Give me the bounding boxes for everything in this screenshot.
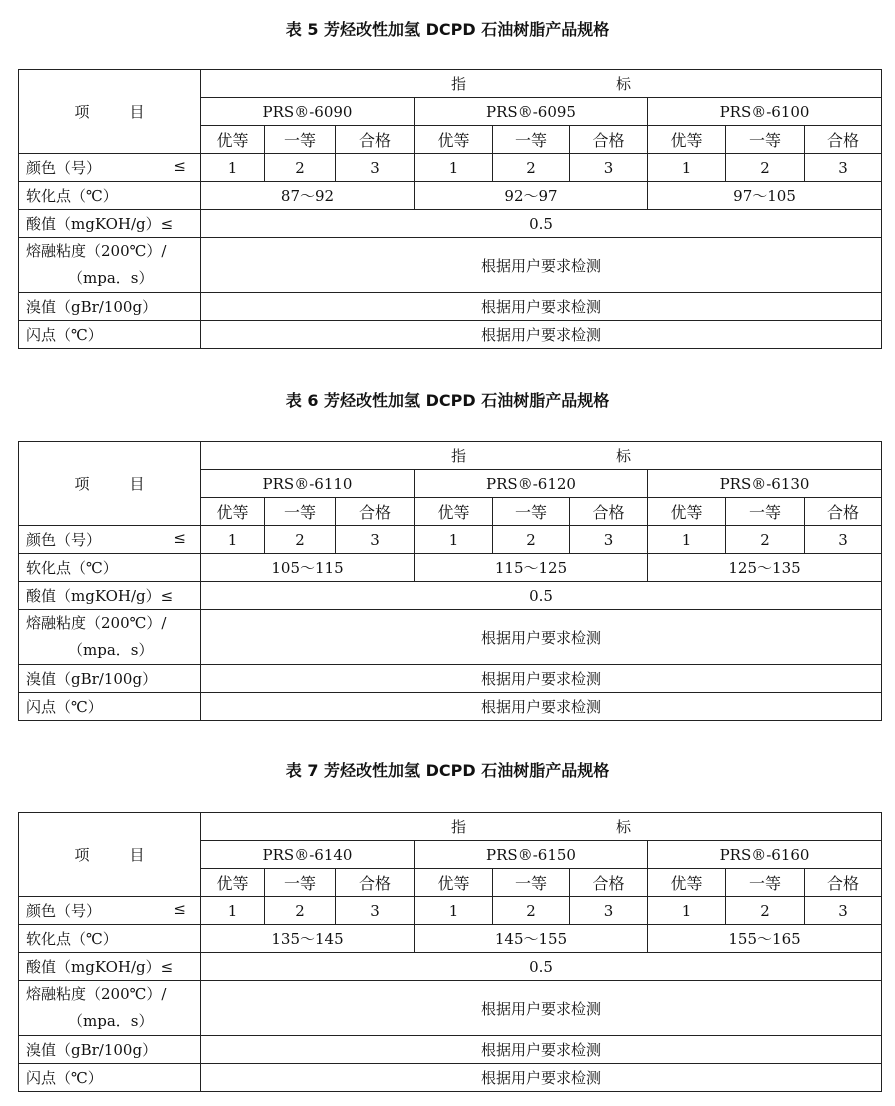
softening-cell: 87～92 xyxy=(201,182,415,210)
row-label-melt-viscosity: 熔融粘度（200℃）/ （mpa．s） xyxy=(19,981,201,1036)
grade-header: 一等 xyxy=(493,869,570,897)
color-cell: 1 xyxy=(648,526,726,554)
color-cell: 1 xyxy=(201,526,265,554)
grade-header: 一等 xyxy=(726,498,805,526)
softening-cell: 115～125 xyxy=(415,554,648,582)
bromine-cell: 根据用户要求检测 xyxy=(201,665,882,693)
softening-cell: 145～155 xyxy=(415,925,648,953)
color-cell: 3 xyxy=(336,526,415,554)
grade-header: 合格 xyxy=(570,869,648,897)
row-label-bromine: 溴值（gBr/100g） xyxy=(19,665,201,693)
color-cell: 1 xyxy=(648,897,726,925)
color-cell: 3 xyxy=(570,154,648,182)
row-label-bromine: 溴值（gBr/100g） xyxy=(19,1036,201,1064)
grade-header: 优等 xyxy=(201,126,265,154)
softening-cell: 92～97 xyxy=(415,182,648,210)
project-header: 项 目 xyxy=(19,442,201,526)
spec-table-5 xyxy=(18,69,882,349)
row-label-acid: 酸值（mgKOH/g）≤ xyxy=(19,582,201,610)
flash-point-cell: 根据用户要求检测 xyxy=(201,321,882,349)
row-label-flash: 闪点（℃） xyxy=(19,321,201,349)
grade-header: 合格 xyxy=(336,498,415,526)
grade-header: 合格 xyxy=(805,498,882,526)
indicator-header: 指 标 xyxy=(201,442,882,470)
product-header: PRS®-6120 xyxy=(415,470,648,498)
row-label-color: 颜色（号） ≤ xyxy=(19,154,201,182)
acid-value-cell: 0.5 xyxy=(201,953,882,981)
grade-header: 一等 xyxy=(493,126,570,154)
grade-header: 一等 xyxy=(265,869,336,897)
grade-header: 合格 xyxy=(570,126,648,154)
acid-value-cell: 0.5 xyxy=(201,582,882,610)
product-header: PRS®-6100 xyxy=(648,98,882,126)
table-5-caption: 表 5 芳烃改性加氢 DCPD 石油树脂产品规格 xyxy=(285,20,610,39)
grade-header: 优等 xyxy=(415,869,493,897)
grade-header: 一等 xyxy=(726,126,805,154)
color-cell: 3 xyxy=(805,897,882,925)
acid-value-cell: 0.5 xyxy=(201,210,882,238)
project-header: 项 目 xyxy=(19,813,201,897)
product-header: PRS®-6110 xyxy=(201,470,415,498)
color-cell: 3 xyxy=(336,897,415,925)
grade-header: 一等 xyxy=(265,498,336,526)
color-cell: 3 xyxy=(336,154,415,182)
indicator-header: 指 标 xyxy=(201,813,882,841)
row-label-softening: 软化点（℃） xyxy=(19,554,201,582)
row-label-softening: 软化点（℃） xyxy=(19,182,201,210)
row-label-acid: 酸值（mgKOH/g）≤ xyxy=(19,953,201,981)
grade-header: 一等 xyxy=(265,126,336,154)
grade-header: 合格 xyxy=(336,869,415,897)
grade-header: 优等 xyxy=(648,869,726,897)
grade-header: 合格 xyxy=(570,498,648,526)
grade-header: 优等 xyxy=(201,498,265,526)
softening-cell: 125～135 xyxy=(648,554,882,582)
row-label-flash: 闪点（℃） xyxy=(19,1064,201,1092)
bromine-cell: 根据用户要求检测 xyxy=(201,1036,882,1064)
grade-header: 优等 xyxy=(648,498,726,526)
softening-cell: 135～145 xyxy=(201,925,415,953)
grade-header: 优等 xyxy=(201,869,265,897)
row-label-color: 颜色（号） ≤ xyxy=(19,897,201,925)
color-cell: 2 xyxy=(726,526,805,554)
spec-table-7 xyxy=(18,812,882,1092)
product-header: PRS®-6095 xyxy=(415,98,648,126)
table-7-caption: 表 7 芳烃改性加氢 DCPD 石油树脂产品规格 xyxy=(285,761,610,780)
product-header: PRS®-6090 xyxy=(201,98,415,126)
grade-header: 合格 xyxy=(336,126,415,154)
bromine-cell: 根据用户要求检测 xyxy=(201,293,882,321)
grade-header: 合格 xyxy=(805,869,882,897)
color-cell: 2 xyxy=(493,897,570,925)
color-cell: 3 xyxy=(570,526,648,554)
flash-point-cell: 根据用户要求检测 xyxy=(201,1064,882,1092)
color-cell: 1 xyxy=(415,154,493,182)
color-cell: 2 xyxy=(493,154,570,182)
color-cell: 1 xyxy=(201,897,265,925)
color-cell: 1 xyxy=(201,154,265,182)
color-cell: 1 xyxy=(415,897,493,925)
softening-cell: 155～165 xyxy=(648,925,882,953)
flash-point-cell: 根据用户要求检测 xyxy=(201,693,882,721)
row-label-flash: 闪点（℃） xyxy=(19,693,201,721)
row-label-melt-viscosity: 熔融粘度（200℃）/ （mpa．s） xyxy=(19,610,201,665)
row-label-melt-viscosity: 熔融粘度（200℃）/ （mpa．s） xyxy=(19,238,201,293)
row-label-bromine: 溴值（gBr/100g） xyxy=(19,293,201,321)
color-cell: 2 xyxy=(726,154,805,182)
melt-viscosity-cell: 根据用户要求检测 xyxy=(201,610,882,665)
melt-viscosity-cell: 根据用户要求检测 xyxy=(201,238,882,293)
project-header: 项 目 xyxy=(19,70,201,154)
color-cell: 2 xyxy=(726,897,805,925)
table-6-caption: 表 6 芳烃改性加氢 DCPD 石油树脂产品规格 xyxy=(285,391,610,410)
row-label-softening: 软化点（℃） xyxy=(19,925,201,953)
color-cell: 3 xyxy=(570,897,648,925)
grade-header: 优等 xyxy=(648,126,726,154)
indicator-header: 指 标 xyxy=(201,70,882,98)
grade-header: 合格 xyxy=(805,126,882,154)
color-cell: 1 xyxy=(415,526,493,554)
softening-cell: 97～105 xyxy=(648,182,882,210)
product-header: PRS®-6160 xyxy=(648,841,882,869)
spec-table-6 xyxy=(18,441,882,721)
melt-viscosity-cell: 根据用户要求检测 xyxy=(201,981,882,1036)
softening-cell: 105～115 xyxy=(201,554,415,582)
color-cell: 3 xyxy=(805,154,882,182)
color-cell: 3 xyxy=(805,526,882,554)
product-header: PRS®-6130 xyxy=(648,470,882,498)
row-label-acid: 酸值（mgKOH/g）≤ xyxy=(19,210,201,238)
color-cell: 2 xyxy=(265,897,336,925)
row-label-color: 颜色（号） ≤ xyxy=(19,526,201,554)
color-cell: 2 xyxy=(265,526,336,554)
grade-header: 一等 xyxy=(726,869,805,897)
grade-header: 一等 xyxy=(493,498,570,526)
product-header: PRS®-6150 xyxy=(415,841,648,869)
color-cell: 1 xyxy=(648,154,726,182)
grade-header: 优等 xyxy=(415,126,493,154)
grade-header: 优等 xyxy=(415,498,493,526)
product-header: PRS®-6140 xyxy=(201,841,415,869)
color-cell: 2 xyxy=(493,526,570,554)
color-cell: 2 xyxy=(265,154,336,182)
